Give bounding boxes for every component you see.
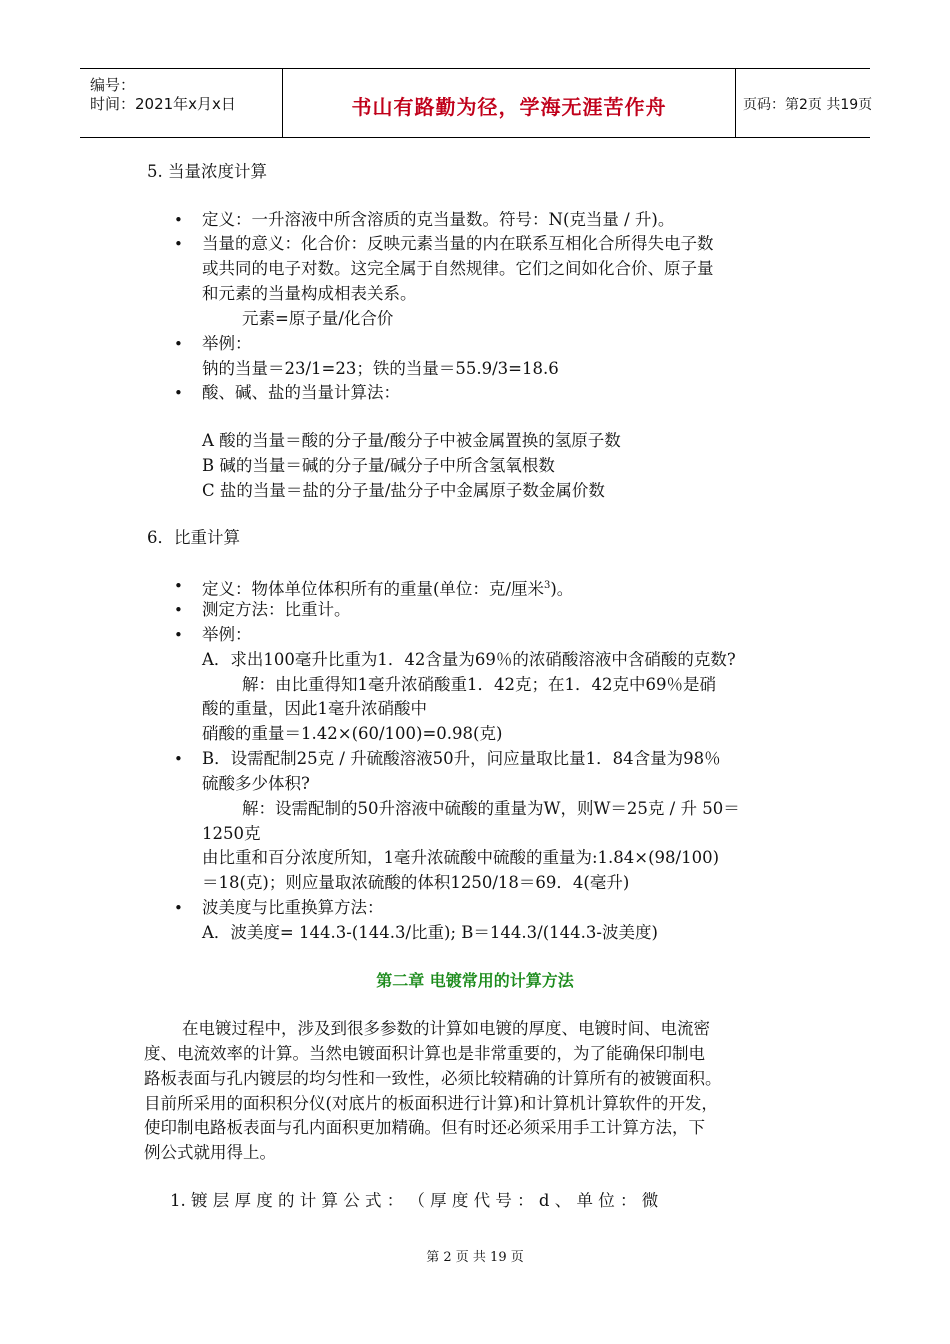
chapter-2-paragraph-l6: 例公式就用得上。 bbox=[144, 1143, 276, 1162]
header-table bbox=[80, 68, 873, 138]
page-footer: 第 2 页 共 19 页 bbox=[426, 1250, 524, 1265]
acid-equivalent: A 酸的当量＝酸的分子量/酸分子中被金属置换的氢原子数 bbox=[202, 431, 621, 450]
bullet-icon: • bbox=[174, 750, 183, 768]
number-label: 编号： bbox=[90, 76, 136, 94]
baume-conversion-label: 波美度与比重换算方法： bbox=[202, 898, 384, 917]
bullet-icon: • bbox=[174, 335, 183, 353]
element-formula: 元素=原子量/化合价 bbox=[242, 309, 394, 328]
example-a-solution-l1: 解：由比重得知1毫升浓硝酸重1．42克；在1．42克中69％是硝 bbox=[242, 675, 716, 694]
example-b-question-l2: 硫酸多少体积? bbox=[202, 774, 310, 793]
equivalent-meaning-l2: 或共同的电子对数。这完全属于自然规律。它们之间如化合价、原子量 bbox=[202, 259, 714, 278]
header-page-cell bbox=[735, 69, 873, 137]
time-label: 时间：2021年x月x日 bbox=[90, 95, 236, 113]
header-motto-cell bbox=[282, 69, 736, 137]
chapter-2-paragraph-l3: 路板表面与孔内镀层的均匀性和一致性，必须比较精确的计算所有的被镀面积。 bbox=[144, 1069, 722, 1088]
section-6-title: 6．比重计算 bbox=[147, 528, 240, 547]
equivalent-meaning-l3: 和元素的当量构成相表关系。 bbox=[202, 284, 417, 303]
example-b-question: B．设需配制25克 / 升硫酸溶液50升，问应量取比量1．84含量为98％ bbox=[202, 749, 721, 768]
example-text: 钠的当量＝23/1=23；铁的当量＝55.9/3=18.6 bbox=[202, 359, 559, 378]
bullet-icon: • bbox=[174, 384, 183, 402]
bullet-icon: • bbox=[174, 626, 183, 644]
calc-methods-label: 酸、碱、盐的当量计算法： bbox=[202, 383, 400, 402]
measurement-method: 测定方法：比重计。 bbox=[202, 600, 351, 619]
bullet-icon: • bbox=[174, 899, 183, 917]
definition-text: 定义：一升溶液中所含溶质的克当量数。符号：N(克当量 / 升)。 bbox=[202, 210, 675, 229]
salt-equivalent: C 盐的当量＝盐的分子量/盐分子中金属原子数金属价数 bbox=[202, 481, 605, 500]
example-b-solution-l4: ＝18(克)；则应量取浓硫酸的体积1250/18＝69．4(毫升) bbox=[202, 873, 630, 892]
bullet-icon: • bbox=[174, 211, 183, 229]
base-equivalent: B 碱的当量＝碱的分子量/碱分子中所含氢氧根数 bbox=[202, 456, 555, 475]
example-a-solution-l3: 硝酸的重量＝1.42×(60/100)=0.98(克) bbox=[202, 724, 503, 743]
bullet-icon: • bbox=[174, 601, 183, 619]
bullet-icon: • bbox=[174, 235, 183, 253]
chapter-2-paragraph-l4: 目前所采用的面积积分仪(对底片的板面积进行计算)和计算机计算软件的开发， bbox=[144, 1094, 718, 1113]
page-code: 页码：第2页 共19页 bbox=[743, 97, 873, 113]
baume-conversion-formula: A．波美度= 144.3-(144.3/比重); B＝144.3/(144.3-波美度) bbox=[202, 923, 658, 942]
bullet-icon: • bbox=[174, 577, 183, 595]
thickness-formula-heading: 1. 镀 层 厚 度 的 计 算 公 式 ： （ 厚 度 代 号 ： d 、 单 位 ： 微 bbox=[170, 1191, 659, 1210]
chapter-2-paragraph-l2: 度、电流效率的计算。当然电镀面积计算也是非常重要的，为了能确保印制电 bbox=[144, 1044, 705, 1063]
motto: 书山有路勤为径，学海无涯苦作舟 bbox=[351, 95, 667, 119]
chapter-2-paragraph-l5: 使印制电路板表面与孔内面积更加精确。但有时还必须采用手工计算方法，下 bbox=[144, 1118, 705, 1137]
example-a-solution-l2: 酸的重量，因此1毫升浓硝酸中 bbox=[202, 699, 427, 718]
example-label: 举例： bbox=[202, 334, 252, 353]
example-label: 举例： bbox=[202, 625, 252, 644]
example-a-question: A．求出100毫升比重为1．42含量为69％的浓硝酸溶液中含硝酸的克数? bbox=[202, 650, 736, 669]
specific-gravity-definition: 定义：物体单位体积所有的重量(单位：克/厘米$^3$)。 bbox=[202, 579, 574, 599]
example-b-solution-l2: 1250克 bbox=[202, 824, 261, 843]
example-b-solution-l1: 解：设需配制的50升溶液中硫酸的重量为W，则W＝25克 / 升 50＝ bbox=[242, 799, 740, 818]
equivalent-meaning-l1: 当量的意义：化合价：反映元素当量的内在联系互相化合所得失电子数 bbox=[202, 234, 714, 253]
header-left-cell bbox=[80, 69, 282, 137]
section-5-title: 5. 当量浓度计算 bbox=[147, 162, 267, 181]
example-b-solution-l3: 由比重和百分浓度所知，1毫升浓硫酸中硫酸的重量为:1.84×(98/100) bbox=[202, 848, 720, 867]
chapter-2-title: 第二章 电镀常用的计算方法 bbox=[376, 971, 574, 990]
chapter-2-paragraph-l1: 在电镀过程中，涉及到很多参数的计算如电镀的厚度、电镀时间、电流密 bbox=[182, 1019, 710, 1038]
